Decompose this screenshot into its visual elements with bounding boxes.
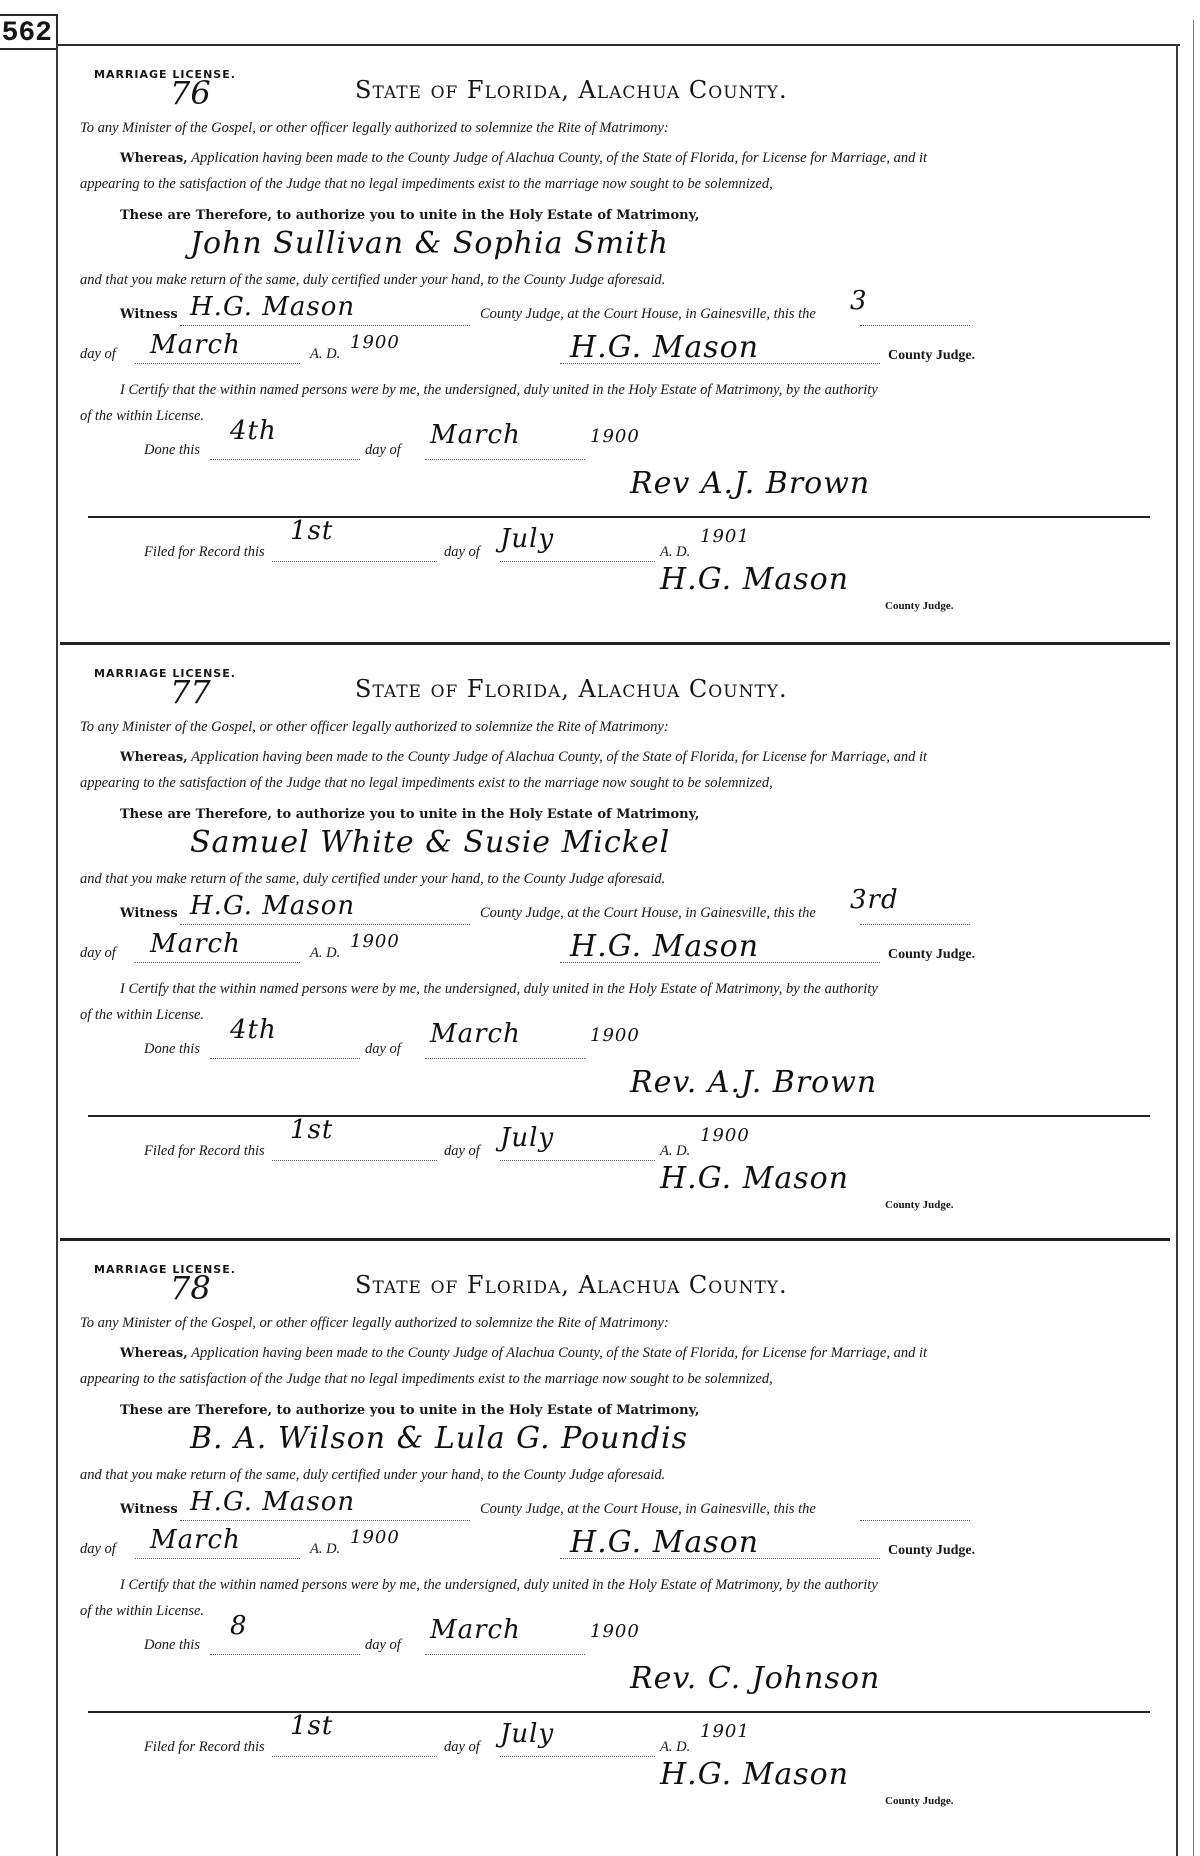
done-day-of-label: day of <box>365 1041 401 1057</box>
judge-dotted-line <box>560 961 880 963</box>
filed-year: 1901 <box>700 1721 750 1742</box>
filed-day-of-label: day of <box>444 544 480 560</box>
certify-line: I Certify that the within named persons were by me, the undersigned, duly united in the Holy Estate of Matrimony, by the authority <box>120 1577 878 1593</box>
these-are-therefore-line: These are Therefore, to authorize you to unite in the Holy Estate of Matrimony, <box>120 208 700 223</box>
done-day: 4th <box>230 1015 277 1045</box>
whereas-word: Whereas, <box>120 750 188 765</box>
appearing-line: appearing to the satisfaction of the Judge that no legal impediments exist to the marriage now sought to be solemnized, <box>80 1371 773 1387</box>
filed-day-of-label: day of <box>444 1143 480 1159</box>
witness-word: Witness <box>120 1502 178 1517</box>
filed-county-judge-label: County Judge. <box>885 1199 954 1211</box>
witness-word: Witness <box>120 307 178 322</box>
left-margin-rule <box>56 44 58 1856</box>
filed-day-dotted-line <box>272 1159 437 1161</box>
courthouse-line: County Judge, at the Court House, in Gainesville, this the <box>480 905 816 921</box>
issue-day-dotted-line <box>860 923 970 925</box>
done-day-of-label: day of <box>365 1637 401 1653</box>
filed-divider <box>88 516 1150 518</box>
day-of-label: day of <box>80 1541 116 1557</box>
filed-year: 1900 <box>700 1125 750 1146</box>
whereas-line <box>120 1345 927 1362</box>
witness-signature: H.G. Mason <box>190 891 356 921</box>
filed-ad-label: A. D. <box>660 1143 691 1159</box>
minister-address-line: To any Minister of the Gospel, or other officer legally authorized to solemnize the Rite of Matrimony: <box>80 120 669 136</box>
issue-year: 1900 <box>350 1527 400 1548</box>
done-month-dotted-line <box>425 1057 585 1059</box>
appearing-line: appearing to the satisfaction of the Judge that no legal impediments exist to the marriage now sought to be solemnized, <box>80 176 773 192</box>
ad-label: A. D. <box>310 346 341 362</box>
done-month-dotted-line <box>425 1653 585 1655</box>
judge-signature: H.G. Mason <box>570 1525 760 1560</box>
filed-month: July <box>500 1123 555 1153</box>
within-license-line: of the within License. <box>80 408 205 424</box>
done-day-of-label: day of <box>365 442 401 458</box>
witness-line <box>120 306 178 323</box>
done-day-dotted-line <box>210 1653 360 1655</box>
marriage-license-record <box>60 1238 1170 1831</box>
issue-year: 1900 <box>350 332 400 353</box>
filed-for-record-label: Filed for Record this <box>144 1143 265 1159</box>
done-day: 8 <box>230 1611 248 1641</box>
issue-month: March <box>150 929 241 959</box>
right-margin-rule <box>1176 44 1178 1856</box>
certify-line: I Certify that the within named persons were by me, the undersigned, duly united in the Holy Estate of Matrimony, by the authority <box>120 382 878 398</box>
done-day: 4th <box>230 416 277 446</box>
filed-month-dotted-line <box>500 560 655 562</box>
filed-ad-label: A. D. <box>660 1739 691 1755</box>
witness-word: Witness <box>120 906 178 921</box>
these-are-therefore-line: These are Therefore, to authorize you to unite in the Holy Estate of Matrimony, <box>120 1403 700 1418</box>
county-judge-label: County Judge. <box>888 947 976 962</box>
filed-for-record-label: Filed for Record this <box>144 544 265 560</box>
done-month: March <box>430 1615 521 1645</box>
judge-signature: H.G. Mason <box>570 929 760 964</box>
county-judge-label: County Judge. <box>888 1543 976 1558</box>
marriage-license-record <box>60 642 1170 1235</box>
officiant-signature: Rev. A.J. Brown <box>630 1065 878 1100</box>
done-this-label: Done this <box>144 1637 200 1653</box>
whereas-line <box>120 749 927 766</box>
judge-dotted-line <box>560 362 880 364</box>
officiant-signature: Rev A.J. Brown <box>630 466 871 501</box>
issue-year: 1900 <box>350 931 400 952</box>
filed-day-of-label: day of <box>444 1739 480 1755</box>
issue-month-dotted-line <box>135 362 300 364</box>
filed-divider <box>88 1711 1150 1713</box>
judge-signature: H.G. Mason <box>570 330 760 365</box>
filed-year: 1901 <box>700 526 750 547</box>
done-month: March <box>430 420 521 450</box>
license-heading: State of Florida, Alachua County. <box>355 76 788 104</box>
filed-month-dotted-line <box>500 1159 655 1161</box>
marriage-license-record <box>60 46 1170 636</box>
return-line: and that you make return of the same, duly certified under your hand, to the County Judge aforesaid. <box>80 871 666 887</box>
officiant-signature: Rev. C. Johnson <box>630 1661 881 1696</box>
witness-dotted-line <box>180 324 470 326</box>
witness-line <box>120 1501 178 1518</box>
filed-month: July <box>500 524 555 554</box>
whereas-word: Whereas, <box>120 1346 188 1361</box>
minister-address-line: To any Minister of the Gospel, or other officer legally authorized to solemnize the Rite of Matrimony: <box>80 1315 669 1331</box>
filed-for-record-label: Filed for Record this <box>144 1739 265 1755</box>
filed-month: July <box>500 1719 555 1749</box>
return-line: and that you make return of the same, duly certified under your hand, to the County Judge aforesaid. <box>80 272 666 288</box>
done-this-label: Done this <box>144 442 200 458</box>
whereas-text: Application having been made to the County Judge of Alachua County, of the State of Florida, for License for Marriage, and it <box>191 1345 928 1361</box>
filed-ad-label: A. D. <box>660 544 691 560</box>
filed-signature: H.G. Mason <box>660 1757 850 1792</box>
day-of-label: day of <box>80 346 116 362</box>
done-year: 1900 <box>590 426 640 447</box>
filed-day-dotted-line <box>272 560 437 562</box>
issue-day: 3rd <box>850 885 899 915</box>
done-this-label: Done this <box>144 1041 200 1057</box>
courthouse-line: County Judge, at the Court House, in Gainesville, this the <box>480 306 816 322</box>
marriage-license-label: MARRIAGE LICENSE. <box>94 667 236 680</box>
issue-month-dotted-line <box>135 1557 300 1559</box>
minister-address-line: To any Minister of the Gospel, or other officer legally authorized to solemnize the Rite of Matrimony: <box>80 719 669 735</box>
return-line: and that you make return of the same, duly certified under your hand, to the County Judge aforesaid. <box>80 1467 666 1483</box>
appearing-line: appearing to the satisfaction of the Judge that no legal impediments exist to the marriage now sought to be solemnized, <box>80 775 773 791</box>
issue-day-dotted-line <box>860 324 970 326</box>
issue-day: 3 <box>850 286 868 316</box>
witness-signature: H.G. Mason <box>190 1487 356 1517</box>
page-edge-rule <box>1193 20 1194 1856</box>
page-number: 562 <box>0 14 58 50</box>
filed-signature: H.G. Mason <box>660 1161 850 1196</box>
done-month: March <box>430 1019 521 1049</box>
done-day-dotted-line <box>210 1057 360 1059</box>
license-heading: State of Florida, Alachua County. <box>355 675 788 703</box>
ad-label: A. D. <box>310 1541 341 1557</box>
marriage-license-label: MARRIAGE LICENSE. <box>94 1263 236 1276</box>
done-day-dotted-line <box>210 458 360 460</box>
couple-names: B. A. Wilson & Lula G. Poundis <box>190 1421 689 1456</box>
witness-dotted-line <box>180 1519 470 1521</box>
filed-divider <box>88 1115 1150 1117</box>
witness-signature: H.G. Mason <box>190 292 356 322</box>
filed-day: 1st <box>290 1711 334 1741</box>
license-number: 78 <box>170 1269 211 1307</box>
filed-county-judge-label: County Judge. <box>885 1795 954 1807</box>
license-heading: State of Florida, Alachua County. <box>355 1271 788 1299</box>
couple-names: Samuel White & Susie Mickel <box>190 825 671 860</box>
whereas-text: Application having been made to the County Judge of Alachua County, of the State of Florida, for License for Marriage, and it <box>191 150 928 166</box>
done-year: 1900 <box>590 1621 640 1642</box>
these-are-therefore-line: These are Therefore, to authorize you to unite in the Holy Estate of Matrimony, <box>120 807 700 822</box>
judge-dotted-line <box>560 1557 880 1559</box>
filed-month-dotted-line <box>500 1755 655 1757</box>
issue-day-dotted-line <box>860 1519 970 1521</box>
day-of-label: day of <box>80 945 116 961</box>
witness-line <box>120 905 178 922</box>
witness-dotted-line <box>180 923 470 925</box>
license-number: 77 <box>170 673 211 711</box>
certify-line: I Certify that the within named persons were by me, the undersigned, duly united in the Holy Estate of Matrimony, by the authority <box>120 981 878 997</box>
filed-day: 1st <box>290 1115 334 1145</box>
filed-day: 1st <box>290 516 334 546</box>
whereas-line <box>120 150 927 167</box>
done-year: 1900 <box>590 1025 640 1046</box>
county-judge-label: County Judge. <box>888 348 976 363</box>
whereas-word: Whereas, <box>120 151 188 166</box>
filed-signature: H.G. Mason <box>660 562 850 597</box>
issue-month: March <box>150 330 241 360</box>
within-license-line: of the within License. <box>80 1007 205 1023</box>
marriage-license-label: MARRIAGE LICENSE. <box>94 68 236 81</box>
filed-day-dotted-line <box>272 1755 437 1757</box>
done-month-dotted-line <box>425 458 585 460</box>
filed-county-judge-label: County Judge. <box>885 600 954 612</box>
license-number: 76 <box>170 74 211 112</box>
courthouse-line: County Judge, at the Court House, in Gainesville, this the <box>480 1501 816 1517</box>
within-license-line: of the within License. <box>80 1603 205 1619</box>
issue-month-dotted-line <box>135 961 300 963</box>
ad-label: A. D. <box>310 945 341 961</box>
whereas-text: Application having been made to the County Judge of Alachua County, of the State of Florida, for License for Marriage, and it <box>191 749 928 765</box>
issue-month: March <box>150 1525 241 1555</box>
couple-names: John Sullivan & Sophia Smith <box>190 226 669 261</box>
